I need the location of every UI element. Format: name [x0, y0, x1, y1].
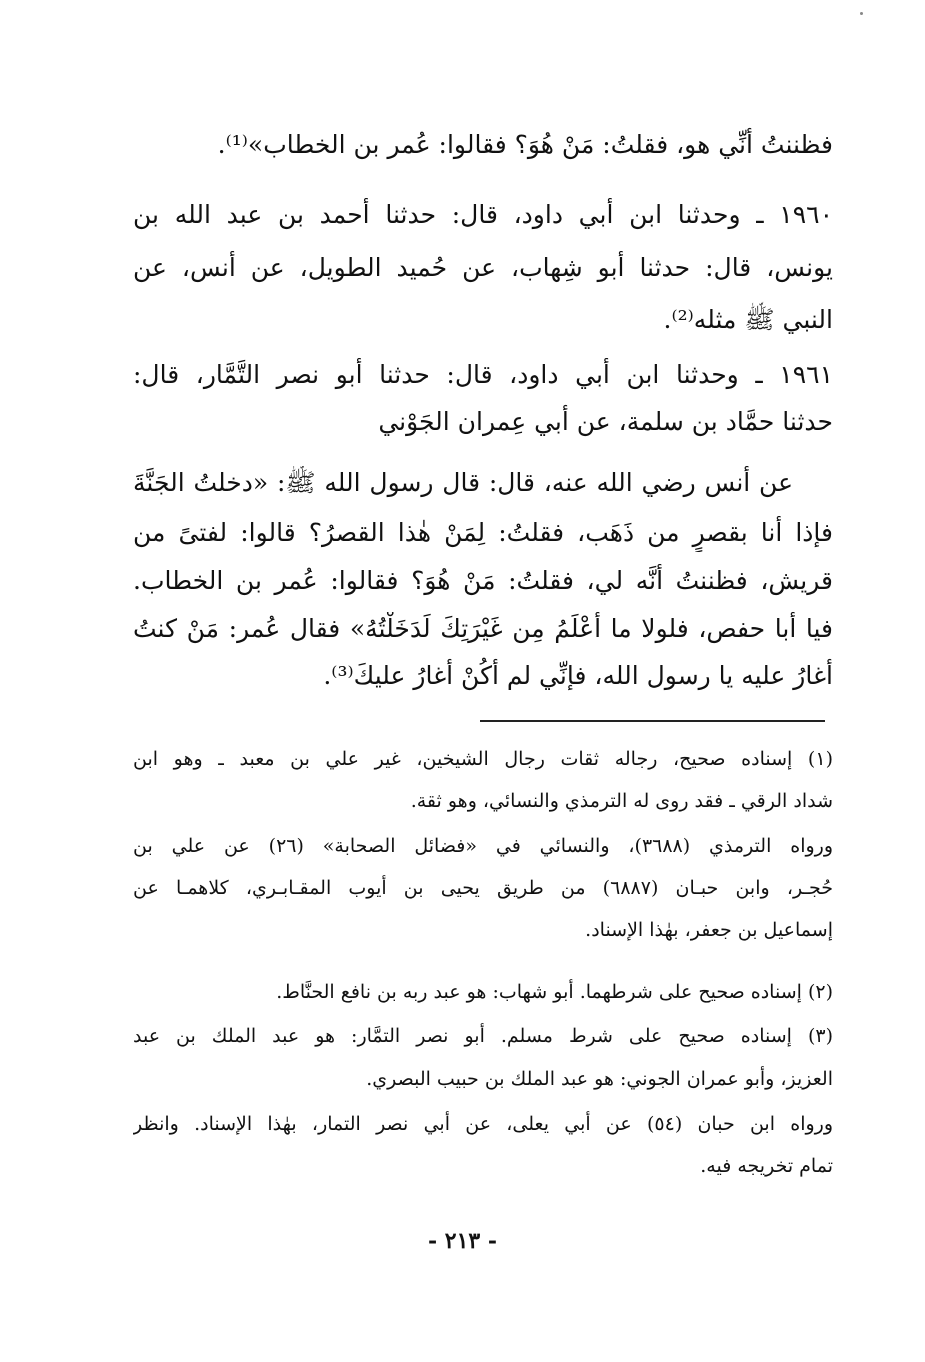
- hadith-1961-line-4: فإذا أنا بقصرٍ من ذَهَب، فقلتُ: لِمَنْ هٰذا القصرُ؟ قالوا: لفتىً من: [133, 518, 833, 547]
- hadith-1960-line-1: ١٩٦٠ ـ وحدثنا ابن أبي داود، قال: حدثنا أحمد بن عبد الله بن: [133, 200, 833, 229]
- body-line-1: فظننتُ أنِّي هو، فقلتُ: مَنْ هُوَ؟ فقالوا: عُمر بن الخطاب»⁽¹⁾.: [217, 130, 833, 159]
- hadith-1961-line-3: عن أنس رضي الله عنه، قال: قال رسول الله ﷺ: «دخلتُ الجَنَّةَ: [133, 468, 793, 497]
- footnote-separator: [480, 720, 825, 722]
- hadith-1961-line-5: قريش، فظننتُ أنَّه لي، فقلتُ: مَنْ هُوَ؟ فقالوا: عُمر بن الخطاب.: [133, 566, 833, 595]
- footnote-1-line-1: (١) إسناده صحيح، رجاله ثقات رجال الشيخين، غير علي بن معبد ـ وهو ابن: [133, 748, 833, 770]
- hadith-1960-line-3: النبي ﷺ مثله⁽²⁾.: [663, 305, 833, 334]
- footnote-2: (٢) إسناده صحيح على شرطهما. أبو شهاب: هو عبد ربه بن نافع الحنَّاط.: [276, 981, 833, 1003]
- footnote-1-line-4: حُجـر، وابن حبـان (٦٨٨٧) من طريق يحيى بن أيوب المقـابـري، كلاهمـا عن: [133, 877, 833, 899]
- hadith-1961-line-6: فيا أبا حفص، فلولا ما أعْلَمُ مِن غَيْرَتِكَ لَدَخَلْتُهُ» فقال عُمر: مَنْ كنتُ: [133, 614, 833, 643]
- footnote-1-line-2: شداد الرقي ـ فقد روى له الترمذي والنسائي، وهو ثقة.: [410, 790, 833, 812]
- footnote-3-line-1: (٣) إسناده صحيح على شرط مسلم. أبو نصر التمَّار: هو عبد الملك بن عبد: [133, 1025, 833, 1047]
- hadith-1961-line-1: ١٩٦١ ـ وحدثنا ابن أبي داود، قال: حدثنا أبو نصر التَّمَّار، قال:: [133, 360, 833, 389]
- hadith-1961-line-7: أغارُ عليه يا رسول الله، فإنِّي لم أكُنْ أغارُ عليكَ⁽³⁾.: [323, 661, 833, 690]
- footnote-3-line-3: ورواه ابن حبان (٥٤) عن أبي يعلى، عن أبي نصر التمار، بهٰذا الإسناد. وانظر: [133, 1113, 833, 1135]
- hadith-1960-line-2: يونس، قال: حدثنا أبو شِهاب، عن حُميد الطويل، عن أنس، عن: [133, 253, 833, 282]
- footnote-1-line-5: إسماعيل بن جعفر، بهٰذا الإسناد.: [585, 919, 833, 941]
- footnote-3-line-4: تمام تخريجه فيه.: [700, 1155, 833, 1177]
- footnote-3-line-2: العزيز، وأبو عمران الجوني: هو عبد الملك بن حبيب البصري.: [366, 1068, 833, 1090]
- footnote-1-line-3: ورواه الترمذي (٣٦٨٨)، والنسائي في «فضائل الصحابة» (٢٦) عن علي بن: [133, 835, 833, 857]
- scan-mark: [860, 12, 863, 15]
- hadith-1961-line-2: حدثنا حمَّاد بن سلمة، عن أبي عِمران الجَوْني: [378, 407, 833, 436]
- page-number: - ٢١٣ -: [427, 1228, 498, 1254]
